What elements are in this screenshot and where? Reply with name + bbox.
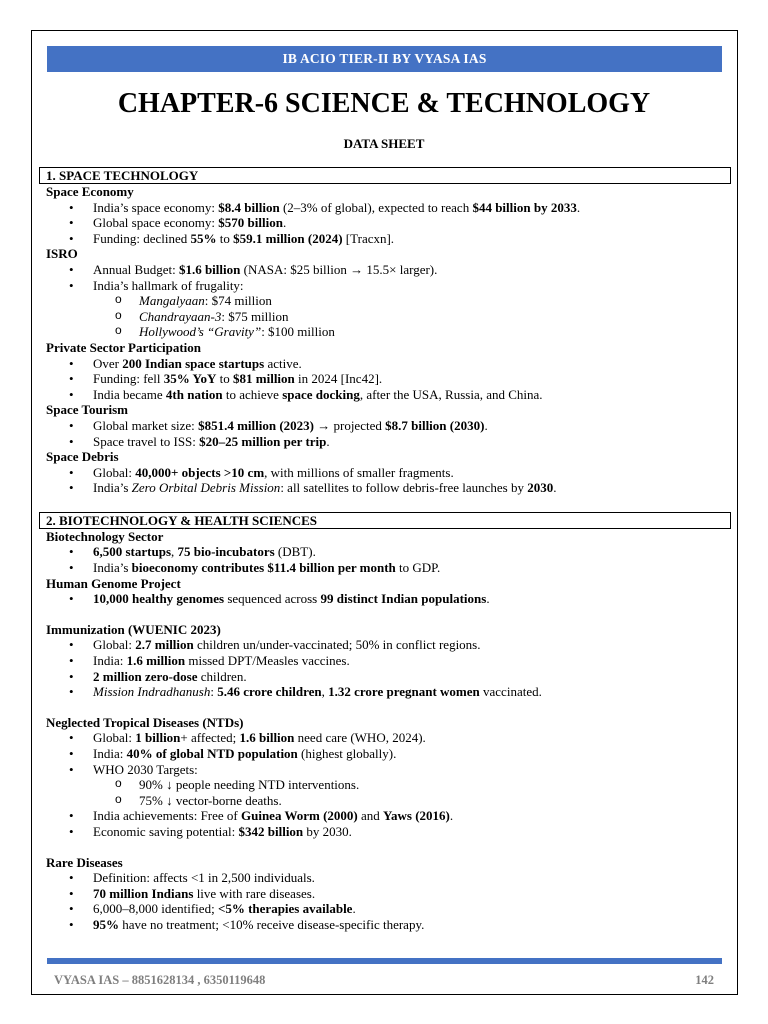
subsection-title: Space Tourism [46, 402, 128, 418]
bold-text: Yaws (2016) [383, 808, 450, 824]
text-run: + affected; [180, 730, 240, 746]
text-run: WHO 2030 Targets: [93, 761, 198, 777]
bold-text: 10,000 healthy genomes [93, 591, 225, 607]
list-item [39, 762, 731, 778]
list-item [39, 886, 731, 902]
list-item [39, 591, 731, 607]
list-item [39, 824, 731, 840]
text-run: India’s [93, 560, 132, 576]
text-run: sequenced across [224, 591, 321, 607]
bold-text: <5% therapies available [217, 901, 353, 917]
document-body [39, 167, 731, 933]
italic-text: Mangalyaan [139, 293, 205, 309]
bold-text: $20–25 million per trip [199, 433, 327, 449]
bullet-list [39, 730, 731, 839]
bold-text: 55% [190, 230, 217, 246]
text-run: to achieve [222, 386, 283, 402]
text-run: children un/under-vaccinated; 50% in conflict regions. [193, 637, 481, 653]
subsection-title: Neglected Tropical Diseases (NTDs) [46, 714, 244, 730]
text-run: Global: [93, 464, 136, 480]
bold-text: bioeconomy contributes $11.4 billion per month [131, 560, 396, 576]
text-run: and [357, 808, 384, 824]
bold-text: 95% [93, 916, 119, 932]
list-item [39, 387, 731, 403]
header-banner-text: IB ACIO TIER-II BY VYASA IAS [282, 51, 487, 66]
text-run: Funding: declined [93, 230, 191, 246]
bold-text: 1.32 crore pregnant women [328, 684, 480, 700]
list-item [39, 669, 731, 685]
list-item [39, 730, 731, 746]
list-item [39, 917, 731, 933]
bold-text: 35% YoY [163, 371, 217, 387]
bold-text: $8.7 billion (2030) [385, 417, 485, 433]
text-run: India became [93, 386, 166, 402]
text-run: , with millions of smaller fragments. [264, 464, 454, 480]
bold-text: 1 billion [135, 730, 181, 746]
bold-text: $1.6 billion [178, 261, 241, 277]
text-run: live with rare diseases. [193, 885, 316, 901]
bold-text: Guinea Worm (2000) [241, 808, 358, 824]
bullet-list [39, 544, 731, 575]
text-run: Over [93, 355, 123, 371]
subsection-title: Biotechnology Sector [46, 528, 164, 544]
text-run: 6,000–8,000 identified; [93, 901, 218, 917]
bold-text: 4th nation [165, 386, 223, 402]
text-run: children. [197, 668, 247, 684]
sub-list-item [39, 793, 731, 809]
bullet-list [39, 870, 731, 932]
bold-text: $44 billion by 2033 [472, 199, 577, 215]
list-item [39, 356, 731, 372]
page-number: 142 [695, 973, 714, 987]
bold-text: 6,500 startups [93, 544, 172, 560]
sub-list-item [39, 324, 731, 340]
text-run: have no treatment; <10% receive disease-specific therapy. [119, 916, 425, 932]
subsection-title: ISRO [46, 246, 78, 262]
text-run: Space travel to ISS: [93, 433, 200, 449]
bold-text: $8.4 billion [218, 199, 280, 215]
text-run: India’s [93, 480, 132, 496]
bold-text: 2 million zero-dose [93, 668, 198, 684]
section-heading: 1. SPACE TECHNOLOGY [39, 167, 731, 184]
text-run: Annual Budget: [93, 261, 179, 277]
text-run: Global space economy: [93, 215, 219, 231]
bold-text: 40% of global NTD population [126, 746, 298, 761]
italic-text: Hollywood’s “Gravity” [139, 324, 262, 340]
text-run: . [326, 433, 330, 449]
text-run: [Tracxn]. [342, 230, 395, 246]
chapter-title: CHAPTER-6 SCIENCE & TECHNOLOGY [117, 88, 651, 119]
text-run: to [216, 371, 234, 387]
text-run: Funding: fell [93, 371, 164, 387]
list-item [39, 465, 731, 481]
bold-text: $570 billion [218, 215, 283, 231]
bold-text: 2.7 million [135, 637, 194, 653]
list-item [39, 215, 731, 231]
bold-text: 1.6 billion [239, 730, 295, 746]
text-run: India’s space economy: [93, 199, 219, 215]
list-item [39, 278, 731, 294]
text-run: : [210, 684, 218, 700]
text-run: 75% ↓ vector-borne deaths. [139, 792, 282, 808]
list-item [39, 231, 731, 247]
text-run: vaccinated. [479, 684, 542, 700]
list-item [39, 653, 731, 669]
text-run: . [282, 215, 287, 231]
text-run: by 2030. [303, 823, 352, 839]
text-run: India’s hallmark of frugality: [93, 277, 244, 293]
subsection-title: Space Economy [46, 184, 134, 199]
list-item [39, 808, 731, 824]
sub-list-item [39, 309, 731, 325]
bold-text: 1.6 million [126, 653, 186, 669]
text-run: Global: [93, 730, 136, 746]
list-item [39, 262, 731, 278]
bold-text: 99 distinct Indian populations [320, 591, 487, 607]
bullet-list [39, 262, 731, 340]
list-item [39, 870, 731, 886]
text-run: , [171, 544, 178, 560]
list-item [39, 637, 731, 653]
text-run: Global market size: [93, 417, 199, 433]
italic-text: Chandrayaan-3 [139, 308, 222, 324]
list-item [39, 200, 731, 216]
bold-text: 75 bio-incubators [177, 544, 275, 560]
sub-list-item [39, 777, 731, 793]
bullet-list [39, 200, 731, 247]
bold-text: $851.4 million (2023) [198, 417, 314, 433]
text-run: active. [264, 355, 302, 371]
text-run: . [352, 901, 356, 917]
text-run: India: [93, 746, 127, 761]
list-item [39, 901, 731, 917]
subsection-title: Rare Diseases [46, 854, 123, 870]
text-run: (2–3% of global), expected to reach [279, 199, 473, 215]
bold-text: 2030 [527, 480, 554, 496]
bullet-list [39, 418, 731, 449]
subsection-title: Human Genome Project [46, 575, 181, 591]
subsection-title: Private Sector Participation [46, 339, 201, 355]
text-run: : $100 million [261, 324, 335, 340]
bold-text: $81 million [233, 371, 295, 387]
list-item [39, 746, 731, 762]
text-run: (DBT). [274, 544, 316, 560]
text-run: in 2024 [Inc42]. [294, 371, 383, 387]
text-run: . [486, 591, 490, 607]
text-run: : $75 million [221, 308, 289, 324]
text-run: (highest globally). [297, 746, 397, 761]
text-run: → projected [313, 417, 386, 433]
text-run: , [321, 684, 329, 700]
bold-text: $59.1 million (2024) [233, 230, 343, 246]
bullet-list [39, 465, 731, 496]
text-run: missed DPT/Measles vaccines. [185, 653, 350, 669]
text-run: India: [93, 653, 127, 669]
text-run: Global: [93, 637, 136, 653]
text-run: to GDP. [395, 560, 441, 576]
text-run: India achievements: Free of [93, 808, 241, 824]
list-item [39, 560, 731, 576]
bold-text: space docking [282, 386, 360, 402]
header-banner [47, 46, 722, 72]
bullet-list [39, 591, 731, 607]
sub-list-item [39, 293, 731, 309]
text-run: . [484, 417, 488, 433]
text-run: need care (WHO, 2024). [294, 730, 426, 746]
text-run: 90% ↓ people needing NTD interventions. [139, 777, 360, 793]
text-run: . [576, 199, 581, 215]
data-sheet-subtitle: DATA SHEET [343, 136, 425, 151]
footer-contact: VYASA IAS – 8851628134 , 6350119648 [54, 973, 266, 987]
list-item [39, 418, 731, 434]
subsection-title: Space Debris [46, 449, 119, 465]
bold-text: 70 million Indians [93, 885, 194, 901]
text-run: (NASA: $25 billion → 15.5× larger). [240, 261, 438, 277]
text-run: Definition: affects <1 in 2,500 individuals. [93, 870, 315, 886]
footer-bar [47, 958, 722, 964]
text-run: Economic saving potential: [93, 823, 239, 839]
text-run: , after the USA, Russia, and China. [359, 386, 543, 402]
list-item [39, 434, 731, 450]
list-item [39, 371, 731, 387]
text-run: : all satellites to follow debris-free launches by [280, 480, 528, 496]
bold-text: 200 Indian space startups [122, 355, 265, 371]
text-run: : $74 million [204, 293, 272, 309]
text-run: to [216, 230, 234, 246]
italic-text: Mission Indradhanush [93, 684, 211, 700]
bullet-list [39, 356, 731, 403]
section-heading: 2. BIOTECHNOLOGY & HEALTH SCIENCES [39, 512, 731, 529]
bullet-list [39, 637, 731, 699]
bold-text: 5.46 crore children [217, 684, 322, 700]
list-item [39, 544, 731, 560]
bold-text: 40,000+ objects >10 cm [135, 464, 265, 480]
subsection-title: Immunization (WUENIC 2023) [46, 621, 221, 637]
text-run: . [553, 480, 557, 496]
bold-text: $342 billion [238, 823, 304, 839]
italic-text: Zero Orbital Debris Mission [131, 480, 281, 496]
text-run: . [449, 808, 454, 824]
list-item [39, 480, 731, 496]
list-item [39, 684, 731, 700]
